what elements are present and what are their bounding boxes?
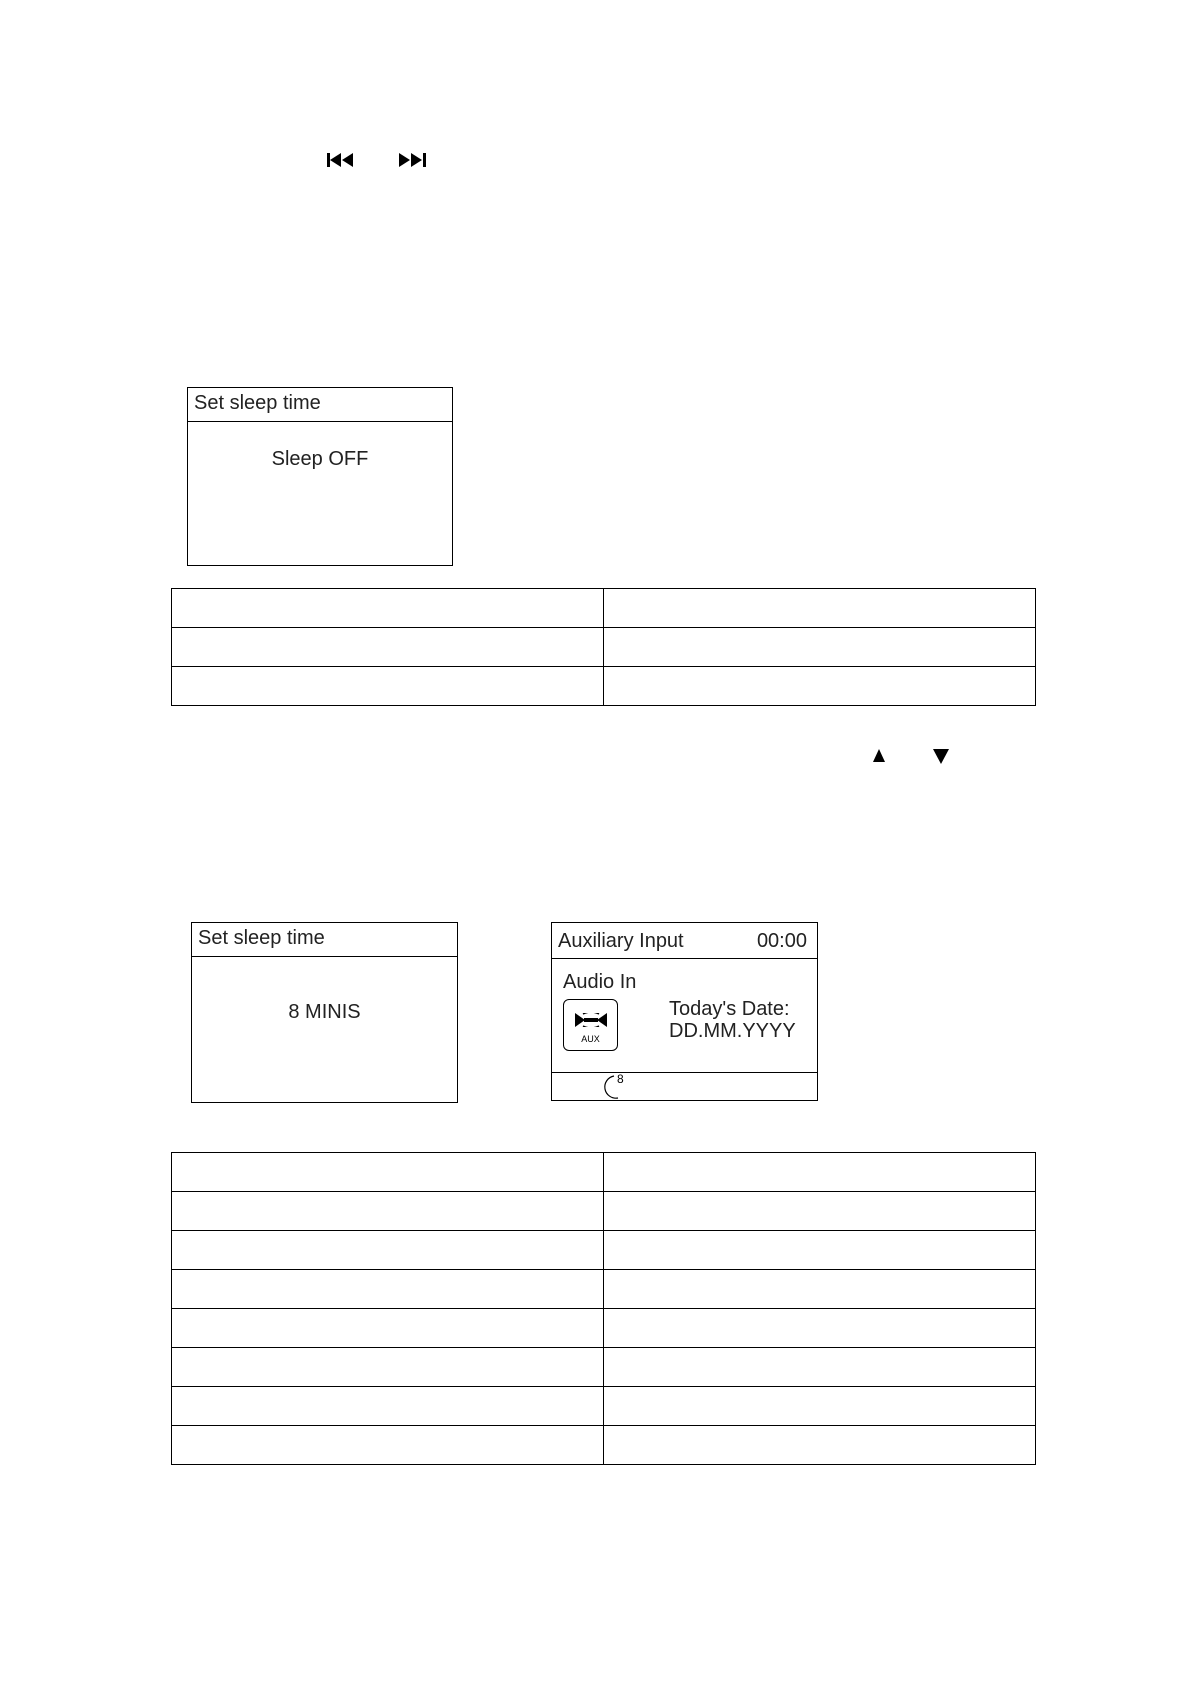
lcd-title: Auxiliary Input <box>558 930 684 952</box>
table-2 <box>171 1152 1036 1465</box>
aux-label: AUX <box>581 1034 600 1044</box>
table-cell <box>172 667 604 706</box>
table-row <box>172 1309 1036 1348</box>
table-row <box>172 1270 1036 1309</box>
up-arrow-icon <box>873 749 885 762</box>
table-row <box>172 1192 1036 1231</box>
table-cell <box>172 1426 604 1465</box>
table-row <box>172 1348 1036 1387</box>
lcd-title: Set sleep time <box>188 388 452 422</box>
table-cell <box>604 1231 1036 1270</box>
lcd-value: Sleep OFF <box>271 448 369 470</box>
lcd-screen-sleep-8 <box>191 922 458 1103</box>
table-row <box>172 1153 1036 1192</box>
previous-track-icon <box>327 153 354 167</box>
sleep-minutes: 8 <box>617 1072 624 1086</box>
table-row <box>172 1231 1036 1270</box>
table-cell <box>172 628 604 667</box>
down-arrow-icon <box>933 749 949 764</box>
table-cell <box>604 589 1036 628</box>
lcd-time: 00:00 <box>756 930 807 952</box>
aux-icon-box <box>563 999 618 1051</box>
table-cell <box>604 1309 1036 1348</box>
lcd-screen-sleep-off <box>187 387 453 566</box>
table-cell <box>172 1231 604 1270</box>
lcd-title-bar <box>552 923 817 959</box>
aux-icon <box>575 1013 607 1027</box>
table-cell <box>604 1192 1036 1231</box>
table-cell <box>604 1426 1036 1465</box>
audio-in-label: Audio In <box>563 971 637 993</box>
table-cell <box>604 1270 1036 1309</box>
table-1 <box>171 588 1036 706</box>
lcd-value: 8 MINIS <box>288 1001 361 1023</box>
table-cell <box>172 589 604 628</box>
date-value: DD.MM.YYYY <box>669 1020 796 1042</box>
table-cell <box>172 1387 604 1426</box>
table-cell <box>604 628 1036 667</box>
table-row <box>172 667 1036 706</box>
lcd-screen-aux-input <box>551 922 818 1101</box>
table-row <box>172 1387 1036 1426</box>
table-row <box>172 589 1036 628</box>
table-cell <box>604 1153 1036 1192</box>
table-cell <box>172 1270 604 1309</box>
lcd-title: Set sleep time <box>192 923 457 957</box>
table-cell <box>604 667 1036 706</box>
table-row <box>172 628 1036 667</box>
table-cell <box>172 1192 604 1231</box>
todays-date-label: Today's Date: <box>669 998 790 1020</box>
table-cell <box>172 1348 604 1387</box>
table-cell <box>604 1387 1036 1426</box>
table-cell <box>172 1153 604 1192</box>
table-cell <box>172 1309 604 1348</box>
table-row <box>172 1426 1036 1465</box>
table-cell <box>604 1348 1036 1387</box>
next-track-icon <box>399 153 426 167</box>
lcd-status-bar <box>552 1072 817 1100</box>
